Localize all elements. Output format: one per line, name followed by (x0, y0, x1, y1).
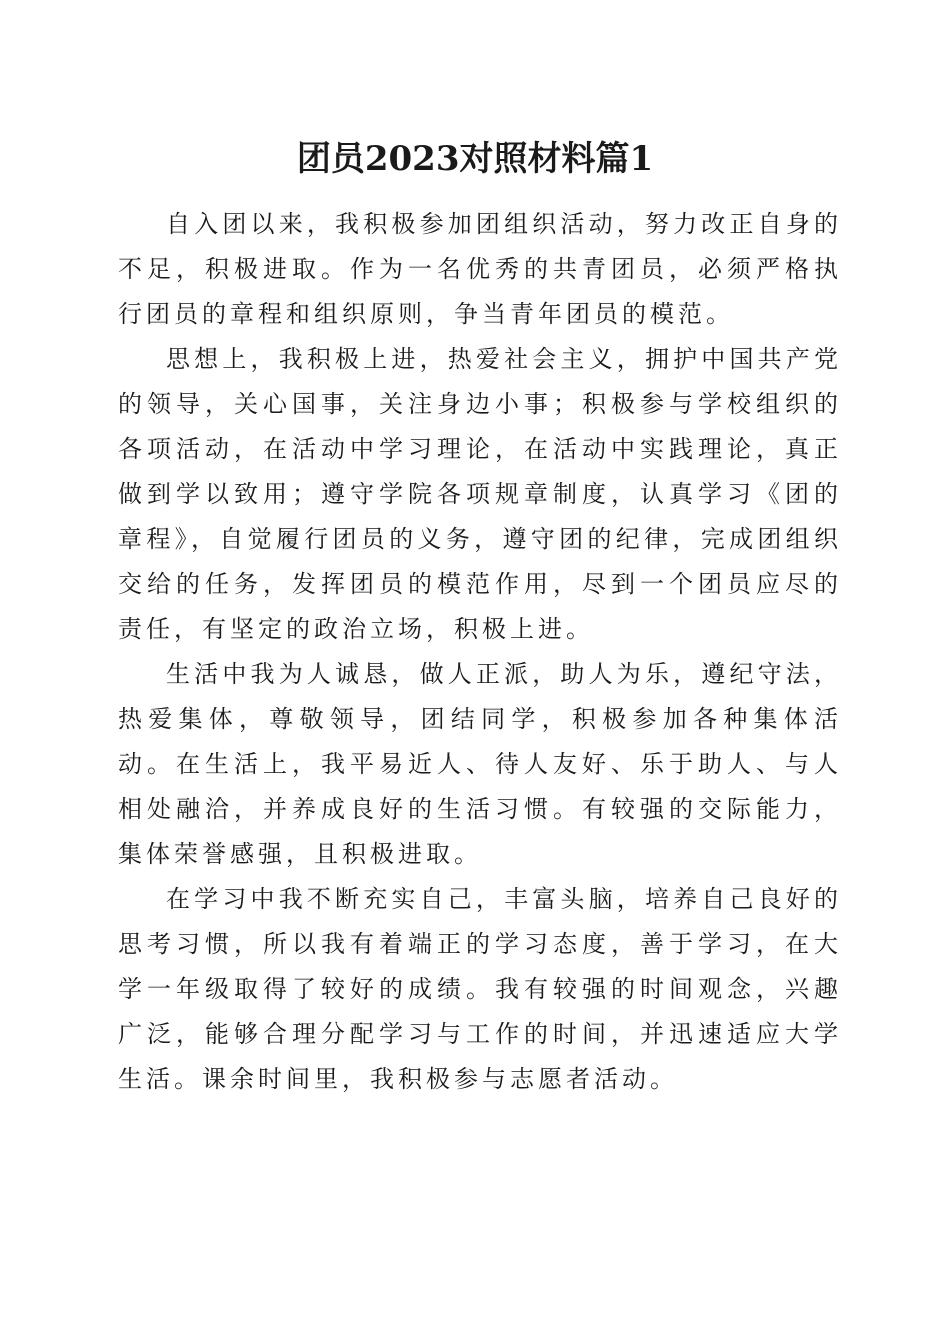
document-body (118, 202, 842, 1102)
paragraph-3: 生活中我为人诚恳，做人正派，助人为乐，遵纪守法，热爱集体，尊敬领导，团结同学，积极参加各种集体活动。在生活上，我平易近人、待人友好、乐于助人、与人相处融洽，并养成良好的生活习惯。有较强的交际能力，集体荣誉感强，且积极进取。 (118, 660, 842, 868)
paragraph-4: 在学习中我不断充实自己，丰富头脑，培养自己良好的思考习惯，所以我有着端正的学习态度，善于学习，在大学一年级取得了较好的成绩。我有较强的时间观念，兴趣广泛，能够合理分配学习与工作的时间，并迅速适应大学生活。课余时间里，我积极参与志愿者活动。 (118, 885, 842, 1093)
paragraph-2: 思想上，我积极上进，热爱社会主义，拥护中国共产党的领导，关心国事，关注身边小事；积极参与学校组织的各项活动，在活动中学习理论，在活动中实践理论，真正做到学以致用；遵守学院各项规章制度，认真学习《团的章程》，自觉履行团员的义务，遵守团的纪律，完成团组织交给的任务，发挥团员的模范作用，尽到一个团员应尽的责任，有坚定的政治立场，积极上进。 (118, 345, 842, 643)
paragraph-1: 自入团以来，我积极参加团组织活动，努力改正自身的不足，积极进取。作为一名优秀的共青团员，必须严格执行团员的章程和组织原则，争当青年团员的模范。 (118, 210, 842, 328)
document-title: 团员2023对照材料篇1 (296, 139, 654, 179)
